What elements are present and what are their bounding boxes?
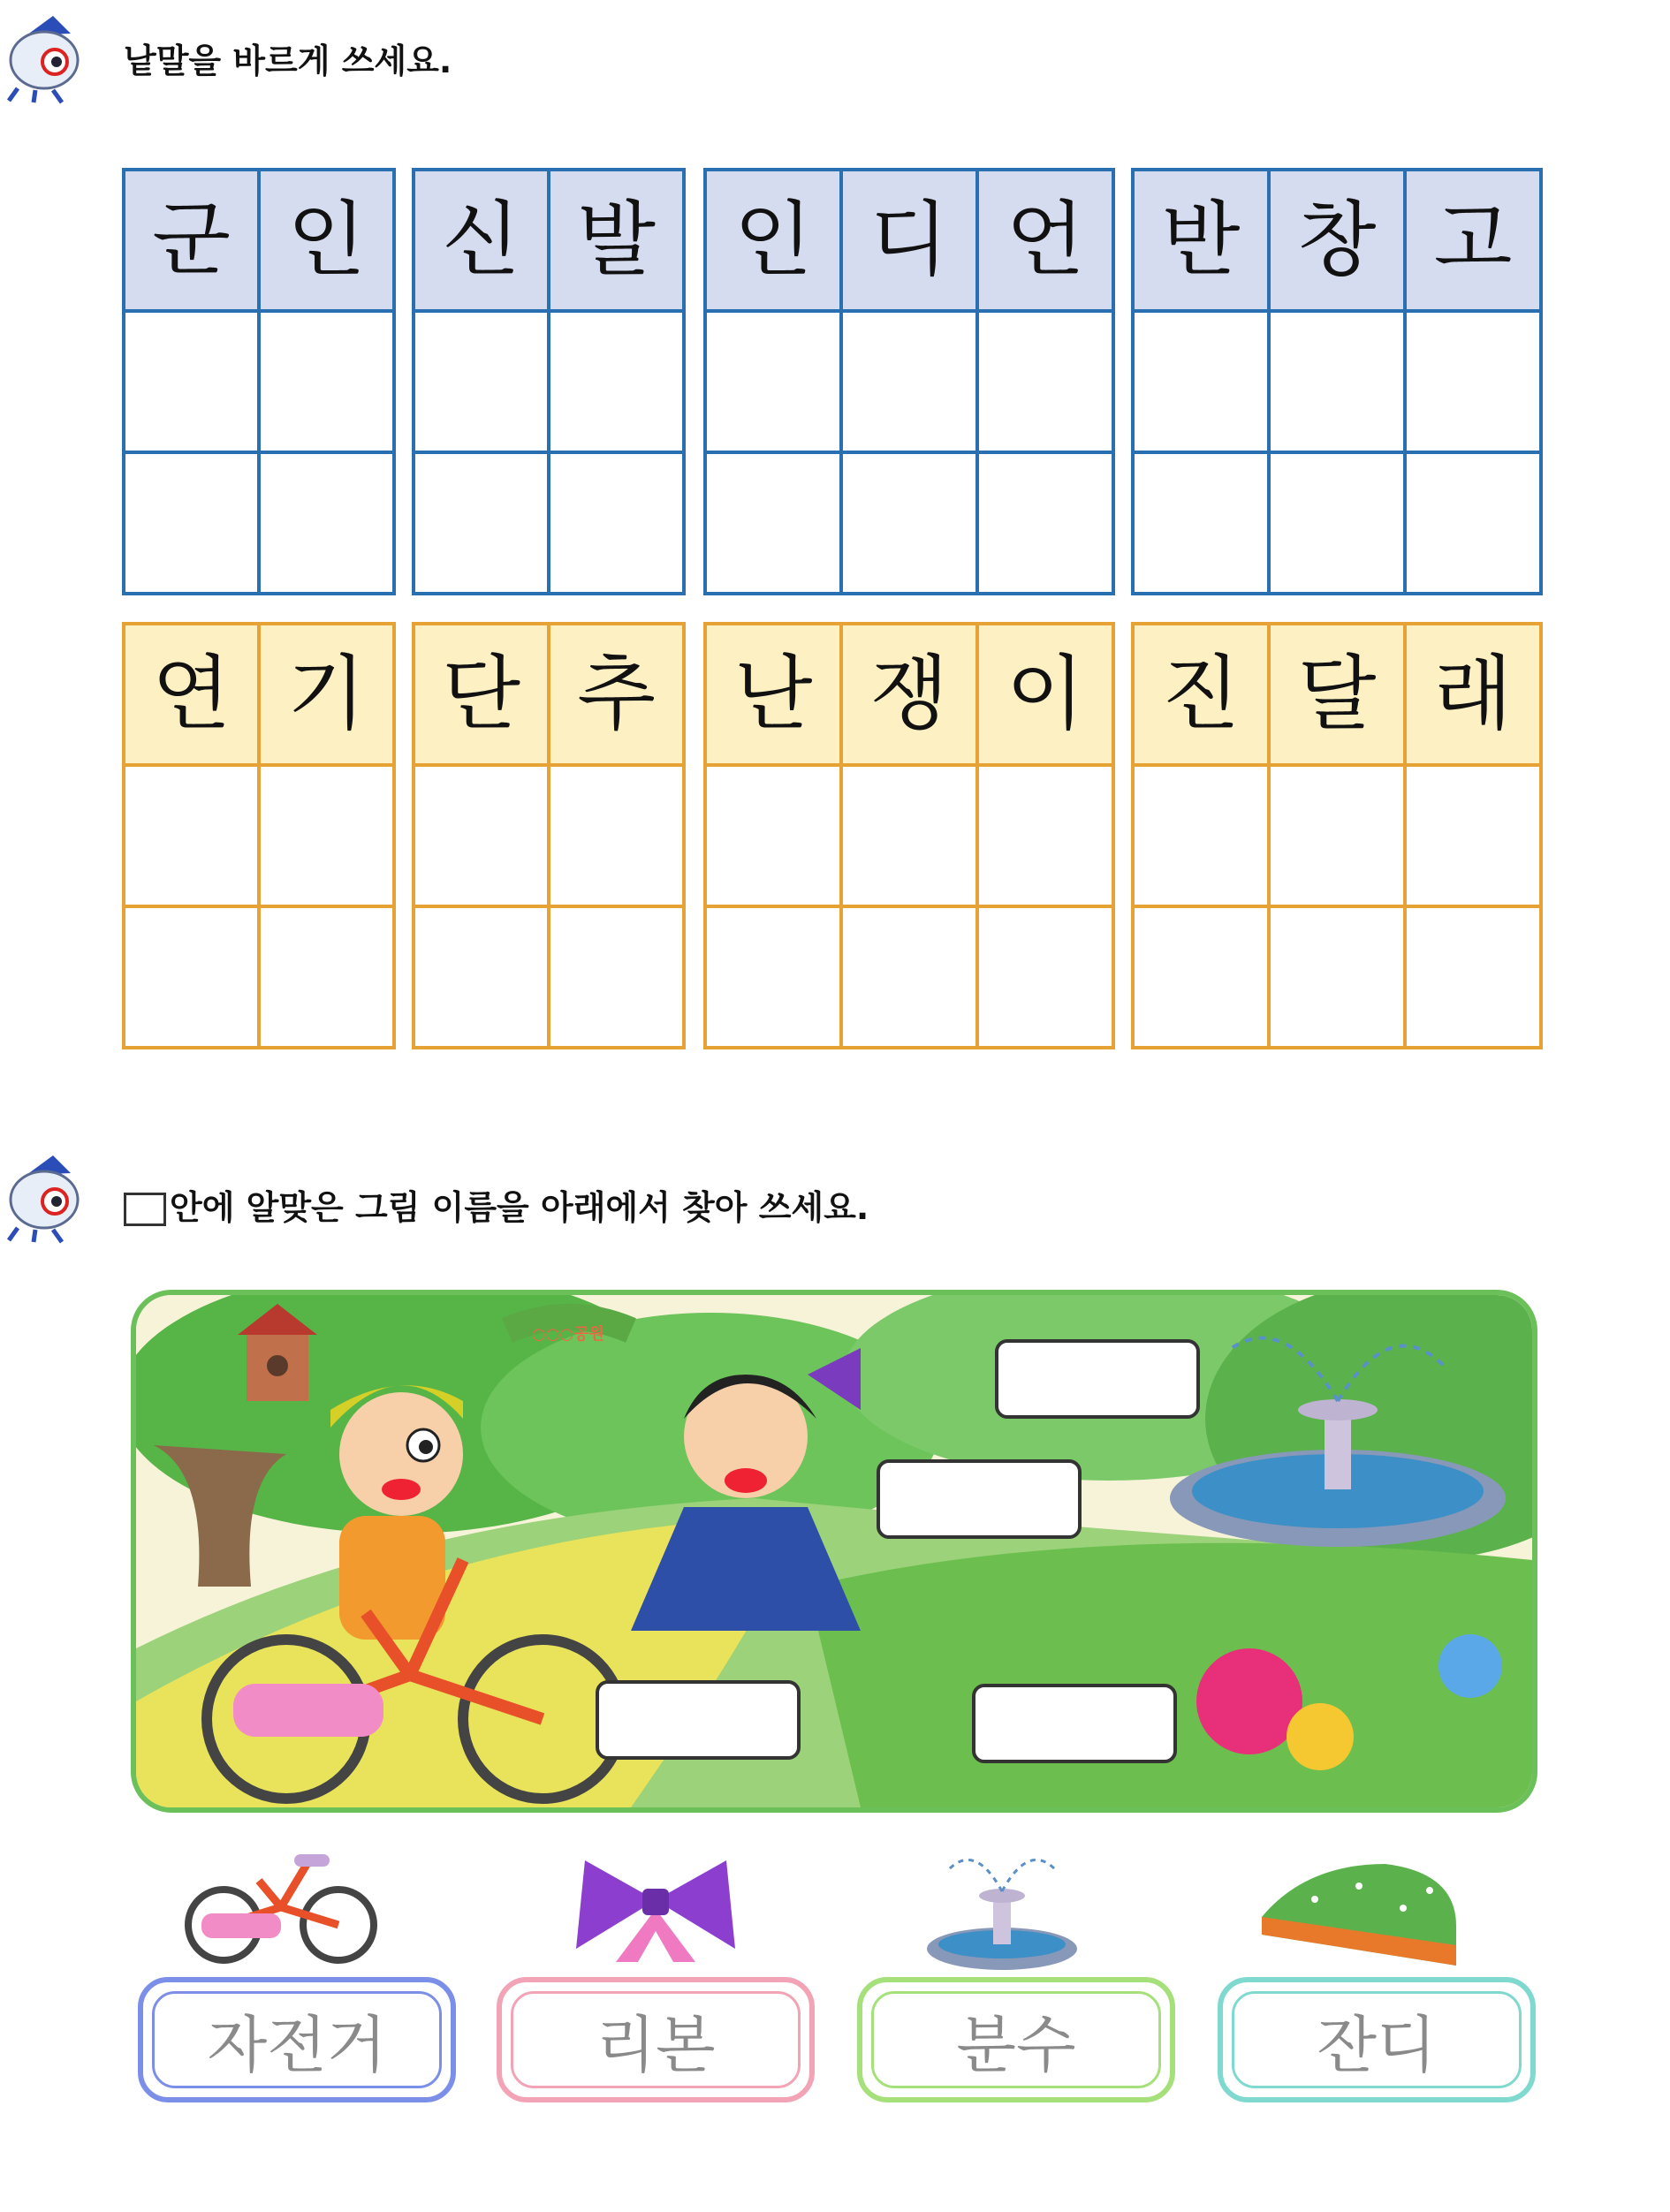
writing-cell[interactable]	[1133, 765, 1269, 906]
writing-cell[interactable]	[977, 906, 1113, 1048]
writing-cell[interactable]	[549, 906, 684, 1048]
grid-writing-row	[705, 765, 1113, 906]
syllable-cell: 반	[1133, 170, 1269, 311]
grid-writing-row	[1133, 906, 1541, 1048]
grid-header-row	[705, 624, 1113, 765]
writing-cell[interactable]	[414, 765, 549, 906]
writing-cell[interactable]	[1405, 452, 1541, 594]
grid-header-row	[1133, 624, 1541, 765]
writing-cell[interactable]	[259, 906, 394, 1048]
writing-cell[interactable]	[705, 452, 841, 594]
word-grid-5	[122, 622, 396, 1049]
writing-cell[interactable]	[1133, 311, 1269, 452]
grid-writing-row	[124, 906, 394, 1048]
answer-box-grass[interactable]	[972, 1684, 1177, 1763]
word-grid-4	[1131, 168, 1543, 595]
writing-cell[interactable]	[414, 311, 549, 452]
grid-writing-row	[414, 765, 684, 906]
writing-cell[interactable]	[259, 452, 394, 594]
writing-cell[interactable]	[841, 452, 977, 594]
word-option-ribbon	[497, 1977, 815, 2102]
park-illustration	[136, 1295, 1532, 1807]
writing-cell[interactable]	[841, 906, 977, 1048]
writing-cell[interactable]	[841, 765, 977, 906]
mascot-icon	[0, 9, 97, 106]
grid-header-row	[124, 624, 394, 765]
grid-header-row	[414, 624, 684, 765]
park-sign-text: ○○○공원	[532, 1325, 604, 1344]
grid-writing-row	[1133, 311, 1541, 452]
answer-box-bicycle[interactable]	[596, 1680, 801, 1760]
mascot-icon	[0, 1148, 97, 1246]
writing-cell[interactable]	[414, 906, 549, 1048]
answer-box-symbol	[124, 1193, 166, 1226]
instruction-2	[124, 1180, 869, 1229]
park-scene	[131, 1290, 1537, 1813]
grid-writing-row	[705, 452, 1113, 594]
grid-writing-row	[414, 452, 684, 594]
grid-writing-row	[124, 765, 394, 906]
writing-cell[interactable]	[841, 311, 977, 452]
fountain-icon	[922, 1843, 1082, 1975]
grid-writing-row	[124, 311, 394, 452]
writing-cell[interactable]	[1405, 906, 1541, 1048]
writing-cell[interactable]	[124, 452, 259, 594]
ribbon-icon	[567, 1852, 744, 1966]
bicycle-icon	[175, 1841, 387, 1965]
writing-cell[interactable]	[705, 765, 841, 906]
grid-header-row	[1133, 170, 1541, 311]
answer-box-ribbon[interactable]	[877, 1459, 1082, 1539]
syllable-cell: 발	[549, 170, 684, 311]
writing-cell[interactable]	[549, 311, 684, 452]
writing-cell[interactable]	[1405, 311, 1541, 452]
syllable-cell: 이	[977, 624, 1113, 765]
writing-cell[interactable]	[259, 765, 394, 906]
grid-header-row	[414, 170, 684, 311]
writing-cell[interactable]	[1269, 765, 1405, 906]
word-grid-8	[1131, 622, 1543, 1049]
writing-cell[interactable]	[124, 311, 259, 452]
writing-cell[interactable]	[1269, 311, 1405, 452]
writing-cell[interactable]	[1269, 906, 1405, 1048]
syllable-cell: 군	[124, 170, 259, 311]
syllable-cell: 디	[841, 170, 977, 311]
writing-cell[interactable]	[1133, 906, 1269, 1048]
grid-writing-row	[705, 906, 1113, 1048]
writing-cell[interactable]	[124, 906, 259, 1048]
word-option-bicycle	[138, 1977, 456, 2102]
syllable-cell: 창	[1269, 170, 1405, 311]
syllable-cell: 인	[259, 170, 394, 311]
writing-cell[interactable]	[1269, 452, 1405, 594]
syllable-cell: 래	[1405, 624, 1541, 765]
syllable-cell: 인	[705, 170, 841, 311]
word-option-label: 분수	[956, 2008, 1076, 2081]
writing-cell[interactable]	[124, 765, 259, 906]
instruction-1: 낱말을 바르게 쓰세요.	[124, 42, 452, 80]
writing-cell[interactable]	[414, 452, 549, 594]
grid-header-row	[124, 170, 394, 311]
syllable-cell: 쟁	[841, 624, 977, 765]
word-option-label: 리본	[596, 2008, 716, 2081]
syllable-cell: 고	[1405, 170, 1541, 311]
grid-writing-row	[1133, 452, 1541, 594]
grid-writing-row	[1133, 765, 1541, 906]
word-grid-7	[703, 622, 1115, 1049]
writing-cell[interactable]	[977, 452, 1113, 594]
syllable-cell: 연	[124, 624, 259, 765]
syllable-cell: 언	[977, 170, 1113, 311]
syllable-cell: 단	[414, 624, 549, 765]
writing-cell[interactable]	[549, 452, 684, 594]
grid-writing-row	[414, 906, 684, 1048]
writing-cell[interactable]	[549, 765, 684, 906]
word-option-grass	[1218, 1977, 1536, 2102]
grid-writing-row	[124, 452, 394, 594]
word-grid-6	[412, 622, 686, 1049]
syllable-cell: 추	[549, 624, 684, 765]
writing-cell[interactable]	[977, 765, 1113, 906]
word-grid-1	[122, 168, 396, 595]
syllable-cell: 진	[1133, 624, 1269, 765]
syllable-cell: 난	[705, 624, 841, 765]
word-option-label: 잔디	[1317, 2008, 1437, 2081]
word-grid-2	[412, 168, 686, 595]
writing-cell[interactable]	[1133, 452, 1269, 594]
word-option-label: 자전거	[207, 2008, 387, 2081]
instruction-2-text: 안에 알맞은 그림 이름을 아래에서 찾아 쓰세요.	[170, 1188, 869, 1227]
writing-cell[interactable]	[259, 311, 394, 452]
syllable-cell: 신	[414, 170, 549, 311]
writing-cell[interactable]	[977, 311, 1113, 452]
answer-box-fountain[interactable]	[995, 1339, 1200, 1419]
grass-icon	[1253, 1846, 1465, 1970]
writing-cell[interactable]	[705, 311, 841, 452]
word-grid-3	[703, 168, 1115, 595]
syllable-cell: 기	[259, 624, 394, 765]
writing-cell[interactable]	[705, 906, 841, 1048]
word-option-fountain	[857, 1977, 1175, 2102]
syllable-cell: 달	[1269, 624, 1405, 765]
writing-cell[interactable]	[1405, 765, 1541, 906]
grid-writing-row	[414, 311, 684, 452]
grid-writing-row	[705, 311, 1113, 452]
grid-header-row	[705, 170, 1113, 311]
